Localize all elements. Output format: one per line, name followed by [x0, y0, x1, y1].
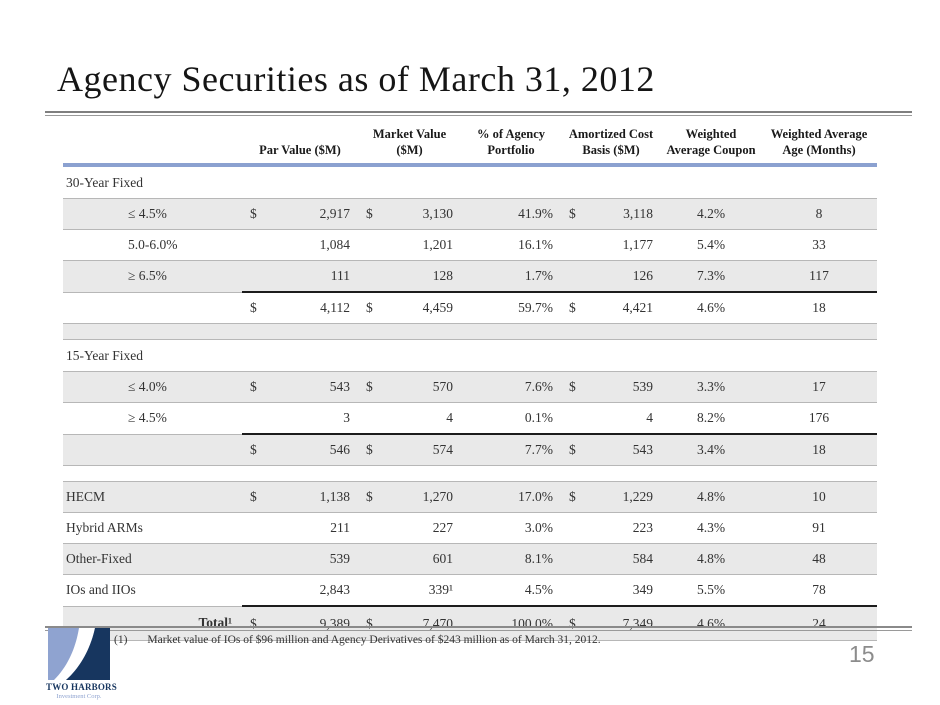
par-value-cell: 4,112: [272, 292, 358, 324]
par-value-cell: 543: [272, 372, 358, 403]
amortized-cost-cell: 3,118: [586, 199, 661, 230]
par-dollar-sign: $: [242, 434, 272, 466]
par-dollar-sign: $: [242, 482, 272, 513]
market-value-cell: 4: [386, 403, 461, 435]
par-value-cell: 1,084: [272, 230, 358, 261]
market-dollar-sign: $: [358, 199, 386, 230]
market-value-cell: 227: [386, 513, 461, 544]
cost-dollar-sign: $: [561, 372, 586, 403]
market-dollar-sign: $: [358, 482, 386, 513]
row-label: [63, 434, 242, 466]
row-label: IOs and IIOs: [63, 575, 242, 607]
par-dollar-sign: [242, 544, 272, 575]
market-dollar-sign: $: [358, 606, 386, 641]
amortized-cost-cell: 539: [586, 372, 661, 403]
par-dollar-sign: [242, 261, 272, 293]
row-label: Total¹: [63, 606, 242, 641]
par-dollar-sign: $: [242, 606, 272, 641]
age-cell: 78: [761, 575, 877, 607]
portfolio-pct-cell: 7.6%: [461, 372, 561, 403]
portfolio-pct-cell: 17.0%: [461, 482, 561, 513]
par-value-cell: 1,138: [272, 482, 358, 513]
spacer-row: [63, 466, 877, 482]
amortized-cost-cell: 1,177: [586, 230, 661, 261]
coupon-cell: 3.3%: [661, 372, 761, 403]
market-value-cell: 4,459: [386, 292, 461, 324]
par-value-cell: 3: [272, 403, 358, 435]
market-dollar-sign: [358, 544, 386, 575]
footnote: [114, 634, 601, 646]
row-label: ≥ 4.5%: [63, 403, 242, 435]
spacer-row: [63, 324, 877, 340]
amortized-cost-cell: 223: [586, 513, 661, 544]
cost-dollar-sign: $: [561, 434, 586, 466]
market-value-cell: 1,201: [386, 230, 461, 261]
market-value-cell: 339¹: [386, 575, 461, 607]
cost-dollar-sign: $: [561, 606, 586, 641]
logo-company-name: TWO HARBORS: [46, 682, 117, 692]
cost-dollar-sign: [561, 575, 586, 607]
table-row: [63, 544, 877, 575]
coupon-cell: 4.3%: [661, 513, 761, 544]
amortized-cost-cell: 4: [586, 403, 661, 435]
par-value-cell: 211: [272, 513, 358, 544]
cost-dollar-sign: $: [561, 482, 586, 513]
market-value-cell: 3,130: [386, 199, 461, 230]
portfolio-pct-cell: 7.7%: [461, 434, 561, 466]
two-harbors-logo-icon: [48, 628, 110, 680]
column-header: % of Agency Portfolio: [461, 118, 561, 165]
coupon-cell: 4.2%: [661, 199, 761, 230]
par-dollar-sign: [242, 575, 272, 607]
row-label: Hybrid ARMs: [63, 513, 242, 544]
cost-dollar-sign: [561, 403, 586, 435]
table-row: [63, 324, 877, 340]
column-header: Amortized Cost Basis ($M): [561, 118, 661, 165]
amortized-cost-cell: 349: [586, 575, 661, 607]
page-title: Agency Securities as of March 31, 2012: [57, 59, 655, 99]
table-row: [63, 261, 877, 293]
amortized-cost-cell: 543: [586, 434, 661, 466]
par-dollar-sign: $: [242, 372, 272, 403]
securities-table: [63, 118, 877, 641]
table-row: [63, 434, 877, 466]
portfolio-pct-cell: 100.0%: [461, 606, 561, 641]
column-header: Par Value ($M): [242, 118, 358, 165]
coupon-cell: 4.6%: [661, 606, 761, 641]
table-row: [63, 199, 877, 230]
coupon-cell: 4.6%: [661, 292, 761, 324]
table-header-row: [63, 118, 877, 165]
footnote-text: Market value of IOs of $96 million and Agency Derivatives of $243 million as of March 31, 2012.: [147, 634, 601, 646]
title-divider: [45, 111, 912, 116]
par-value-cell: 9,389: [272, 606, 358, 641]
row-label: Other-Fixed: [63, 544, 242, 575]
market-value-cell: 1,270: [386, 482, 461, 513]
portfolio-pct-cell: 0.1%: [461, 403, 561, 435]
row-label: [63, 292, 242, 324]
amortized-cost-cell: 1,229: [586, 482, 661, 513]
agency-securities-table: [63, 118, 877, 641]
market-dollar-sign: [358, 575, 386, 607]
portfolio-pct-cell: 3.0%: [461, 513, 561, 544]
table-row: [63, 575, 877, 607]
market-dollar-sign: [358, 261, 386, 293]
column-header: Market Value ($M): [358, 118, 461, 165]
coupon-cell: 7.3%: [661, 261, 761, 293]
market-dollar-sign: [358, 403, 386, 435]
company-logo: [46, 628, 117, 700]
age-cell: 117: [761, 261, 877, 293]
portfolio-pct-cell: 41.9%: [461, 199, 561, 230]
amortized-cost-cell: 126: [586, 261, 661, 293]
age-cell: 91: [761, 513, 877, 544]
par-dollar-sign: [242, 513, 272, 544]
par-dollar-sign: $: [242, 199, 272, 230]
column-header: Weighted Average Age (Months): [761, 118, 877, 165]
market-dollar-sign: [358, 513, 386, 544]
table-row: [63, 513, 877, 544]
cost-dollar-sign: [561, 230, 586, 261]
table-row: [63, 230, 877, 261]
par-value-cell: 111: [272, 261, 358, 293]
market-value-cell: 128: [386, 261, 461, 293]
cost-dollar-sign: [561, 513, 586, 544]
coupon-cell: 5.4%: [661, 230, 761, 261]
market-value-cell: 574: [386, 434, 461, 466]
age-cell: 24: [761, 606, 877, 641]
logo-company-subtitle: Investment Corp.: [56, 693, 102, 700]
amortized-cost-cell: 7,349: [586, 606, 661, 641]
table-row: [63, 466, 877, 482]
market-dollar-sign: $: [358, 292, 386, 324]
cost-dollar-sign: [561, 261, 586, 293]
portfolio-pct-cell: 16.1%: [461, 230, 561, 261]
page-number: 15: [849, 641, 875, 667]
table-row: [63, 403, 877, 435]
column-header: Weighted Average Coupon: [661, 118, 761, 165]
age-cell: 48: [761, 544, 877, 575]
market-dollar-sign: $: [358, 434, 386, 466]
table-row: [63, 165, 877, 199]
table-row: [63, 292, 877, 324]
cost-dollar-sign: $: [561, 292, 586, 324]
market-value-cell: 7,470: [386, 606, 461, 641]
column-header: [63, 118, 242, 165]
age-cell: 17: [761, 372, 877, 403]
coupon-cell: 3.4%: [661, 434, 761, 466]
portfolio-pct-cell: 4.5%: [461, 575, 561, 607]
section-label: 15-Year Fixed: [63, 340, 877, 372]
cost-dollar-sign: [561, 544, 586, 575]
table-row: [63, 482, 877, 513]
age-cell: 176: [761, 403, 877, 435]
row-label: 5.0-6.0%: [63, 230, 242, 261]
cost-dollar-sign: $: [561, 199, 586, 230]
par-dollar-sign: [242, 403, 272, 435]
coupon-cell: 5.5%: [661, 575, 761, 607]
row-label: ≤ 4.5%: [63, 199, 242, 230]
market-value-cell: 601: [386, 544, 461, 575]
footer-divider: [45, 626, 912, 631]
age-cell: 18: [761, 292, 877, 324]
par-value-cell: 539: [272, 544, 358, 575]
section-label: 30-Year Fixed: [63, 165, 877, 199]
portfolio-pct-cell: 59.7%: [461, 292, 561, 324]
age-cell: 18: [761, 434, 877, 466]
portfolio-pct-cell: 1.7%: [461, 261, 561, 293]
market-value-cell: 570: [386, 372, 461, 403]
portfolio-pct-cell: 8.1%: [461, 544, 561, 575]
par-dollar-sign: $: [242, 292, 272, 324]
par-value-cell: 2,917: [272, 199, 358, 230]
coupon-cell: 4.8%: [661, 482, 761, 513]
row-label: ≤ 4.0%: [63, 372, 242, 403]
market-dollar-sign: $: [358, 372, 386, 403]
market-dollar-sign: [358, 230, 386, 261]
age-cell: 8: [761, 199, 877, 230]
table-body: [63, 165, 877, 641]
coupon-cell: 8.2%: [661, 403, 761, 435]
par-dollar-sign: [242, 230, 272, 261]
par-value-cell: 2,843: [272, 575, 358, 607]
footnote-marker: (1): [114, 634, 128, 646]
row-label: ≥ 6.5%: [63, 261, 242, 293]
age-cell: 10: [761, 482, 877, 513]
coupon-cell: 4.8%: [661, 544, 761, 575]
table-row: [63, 340, 877, 372]
table-row: [63, 372, 877, 403]
amortized-cost-cell: 4,421: [586, 292, 661, 324]
par-value-cell: 546: [272, 434, 358, 466]
age-cell: 33: [761, 230, 877, 261]
amortized-cost-cell: 584: [586, 544, 661, 575]
row-label: HECM: [63, 482, 242, 513]
